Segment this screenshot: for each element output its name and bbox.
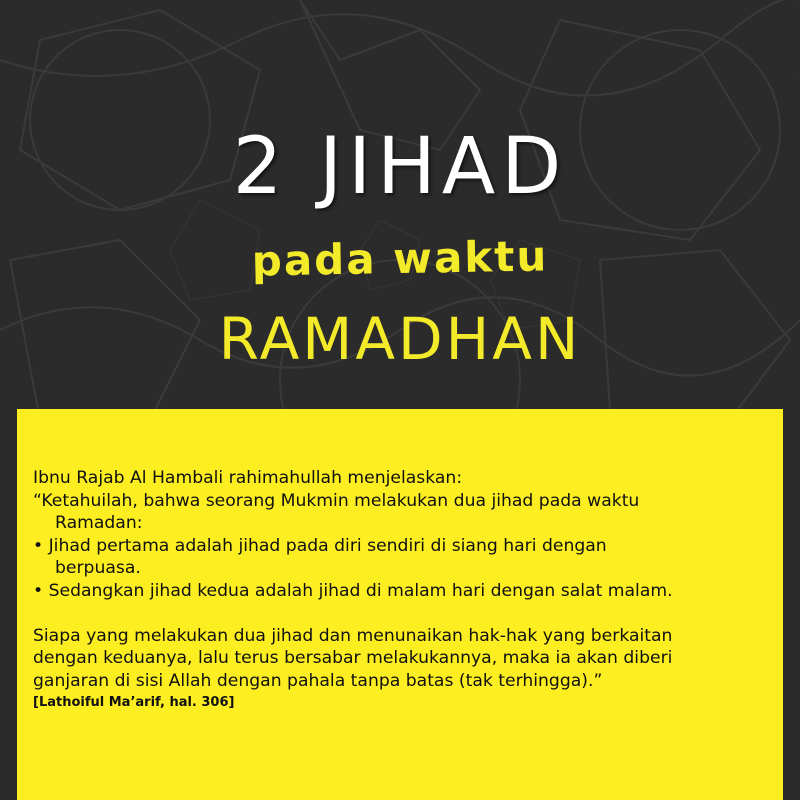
quote-box — [17, 409, 783, 800]
quote-line-1: “Ketahuilah, bahwa seorang Mukmin melakukan dua jihad pada waktu — [33, 490, 640, 511]
paragraph-line-2: dengan keduanya, lalu terus bersabar melakukannya, maka ia akan diberi — [33, 648, 673, 669]
paragraph-line-1: Siapa yang melakukan dua jihad dan menunaikan hak-hak yang berkaitan — [33, 625, 673, 646]
paragraph-line-3: ganjaran di sisi Allah dengan pahala tanpa batas (tak terhingga).” — [33, 670, 603, 691]
quote-text — [33, 467, 767, 715]
title-main: 2 JIHAD — [232, 122, 568, 212]
quote-intro: Ibnu Rajab Al Hambali rahimahullah menjelaskan: — [33, 468, 463, 488]
bullet-1: • Jihad pertama adalah jihad pada diri sendiri di siang hari dengan — [33, 535, 607, 556]
title-sub: pada waktu — [251, 231, 549, 286]
quote-line-2: Ramadan: — [55, 513, 143, 534]
title-highlight: RAMADHAN — [218, 305, 582, 373]
source-citation: [Lathoiful Ma’arif, hal. 306] — [33, 695, 235, 711]
bullet-2: • Sedangkan jihad kedua adalah jihad di malam hari dengan salat malam. — [33, 580, 673, 601]
bullet-1-cont: berpuasa. — [55, 558, 141, 579]
